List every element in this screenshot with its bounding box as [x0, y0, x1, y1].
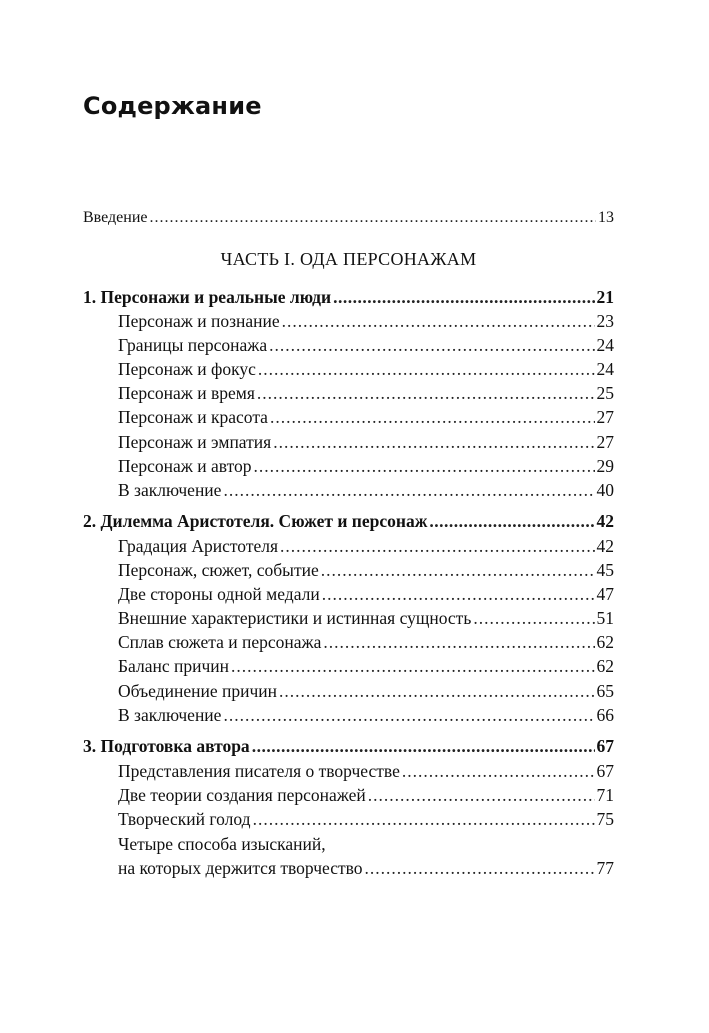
dot-leader	[322, 582, 595, 606]
toc-page-number: 66	[596, 705, 614, 725]
toc-section	[118, 357, 614, 381]
toc-page-number: 21	[596, 287, 614, 307]
toc-section-label: Градация Аристотеля	[118, 536, 279, 556]
dot-leader	[231, 654, 595, 678]
dot-leader	[252, 734, 595, 758]
dot-leader	[333, 285, 594, 309]
toc-section	[118, 333, 614, 357]
dot-leader	[150, 206, 597, 230]
toc-section-label: Две стороны одной медали	[118, 584, 320, 604]
dot-leader	[257, 381, 595, 405]
dot-leader	[223, 478, 594, 502]
toc-page-number: 62	[596, 656, 614, 676]
toc-page-number: 51	[596, 608, 614, 628]
toc-page-number: 65	[596, 681, 614, 701]
toc-section-label: Сплав сюжета и персонажа	[118, 632, 322, 652]
toc-section-label: Персонаж, сюжет, событие	[118, 560, 319, 580]
toc-section	[118, 759, 614, 783]
toc-page-number: 27	[596, 407, 614, 427]
toc-section	[118, 534, 614, 558]
toc-page-number: 42	[596, 511, 614, 531]
toc-section-label: Персонаж и познание	[118, 311, 280, 331]
toc-section	[118, 454, 614, 478]
toc-chapter-label: 2. Дилемма Аристотеля. Сюжет и персонаж	[83, 511, 428, 531]
toc-section-label: Внешние характеристики и истинная сущность	[118, 608, 472, 628]
dot-leader	[223, 703, 594, 727]
toc-section-label: Баланс причин	[118, 656, 229, 676]
page-title: Содержание	[83, 92, 262, 120]
toc-chapter-label: 3. Подготовка автора	[83, 736, 250, 756]
toc-page-number: 77	[596, 858, 614, 878]
toc-chapter-label: 1. Персонажи и реальные люди	[83, 287, 332, 307]
toc-section-label: В заключение	[118, 705, 222, 725]
toc-section-label: Объединение причин	[118, 681, 277, 701]
dot-leader	[402, 759, 595, 783]
toc-page-number: 75	[596, 809, 614, 829]
toc-page-number: 42	[596, 536, 614, 556]
toc-section	[118, 630, 614, 654]
dot-leader	[280, 534, 594, 558]
toc-section	[118, 856, 614, 880]
toc-section	[118, 783, 614, 807]
toc-section	[118, 478, 614, 502]
toc-section	[118, 558, 614, 582]
toc-section	[118, 807, 614, 831]
toc-page-number: 67	[596, 761, 614, 781]
dot-leader	[429, 509, 594, 533]
dot-leader	[270, 405, 595, 429]
toc-section-label: Границы персонажа	[118, 335, 268, 355]
toc-section-label: Персонаж и фокус	[118, 359, 256, 379]
dot-leader	[321, 558, 595, 582]
toc-section-label: Творческий голод	[118, 809, 251, 829]
toc-page-number: 62	[596, 632, 614, 652]
toc-section	[118, 654, 614, 678]
toc-page-number: 24	[596, 335, 614, 355]
dot-leader	[365, 856, 595, 880]
toc-page-number: 27	[596, 432, 614, 452]
toc-page-number: 40	[596, 480, 614, 500]
dot-leader	[279, 679, 595, 703]
toc-chapter-2	[83, 509, 614, 533]
toc-chapter-1	[83, 285, 614, 309]
toc-page-number: 23	[596, 311, 614, 331]
dot-leader	[253, 807, 595, 831]
toc-page-number: 67	[596, 736, 614, 756]
toc-section	[118, 606, 614, 630]
dot-leader	[273, 430, 594, 454]
part-heading: ЧАСТЬ I. ОДА ПЕРСОНАЖАМ	[220, 249, 477, 269]
dot-leader	[473, 606, 594, 630]
toc-section	[118, 582, 614, 606]
dot-leader	[254, 454, 595, 478]
toc-section-label: Персонаж и эмпатия	[118, 432, 272, 452]
toc-section-label: Персонаж и время	[118, 383, 255, 403]
toc-section-label: Персонаж и красота	[118, 407, 268, 427]
toc-section-label: Две теории создания персонажей	[118, 785, 366, 805]
toc-page-number: 71	[596, 785, 614, 805]
toc-section	[118, 679, 614, 703]
toc-section-label: на которых держится творчество	[118, 858, 363, 878]
toc-page-number: 29	[596, 456, 614, 476]
dot-leader	[282, 309, 595, 333]
toc-page-number: 47	[596, 584, 614, 604]
toc-page-number: 25	[596, 383, 614, 403]
toc-section	[118, 405, 614, 429]
toc-section-label: Представления писателя о творчестве	[118, 761, 400, 781]
toc-entry-label: Введение	[83, 209, 148, 226]
toc-section-label-line1: Четыре способа изысканий,	[118, 834, 326, 854]
toc-section-label: Персонаж и автор	[118, 456, 252, 476]
toc-section-label: В заключение	[118, 480, 222, 500]
toc-section	[118, 430, 614, 454]
toc-section	[118, 309, 614, 333]
dot-leader	[269, 333, 594, 357]
toc-section	[118, 703, 614, 727]
toc-chapter-3	[83, 734, 614, 758]
toc-page-number: 13	[598, 209, 614, 226]
toc-page-number: 45	[596, 560, 614, 580]
dot-leader	[323, 630, 594, 654]
dot-leader	[258, 357, 595, 381]
dot-leader	[368, 783, 595, 807]
toc-section	[118, 381, 614, 405]
toc-page-number: 24	[596, 359, 614, 379]
toc-entry-intro	[83, 206, 614, 230]
